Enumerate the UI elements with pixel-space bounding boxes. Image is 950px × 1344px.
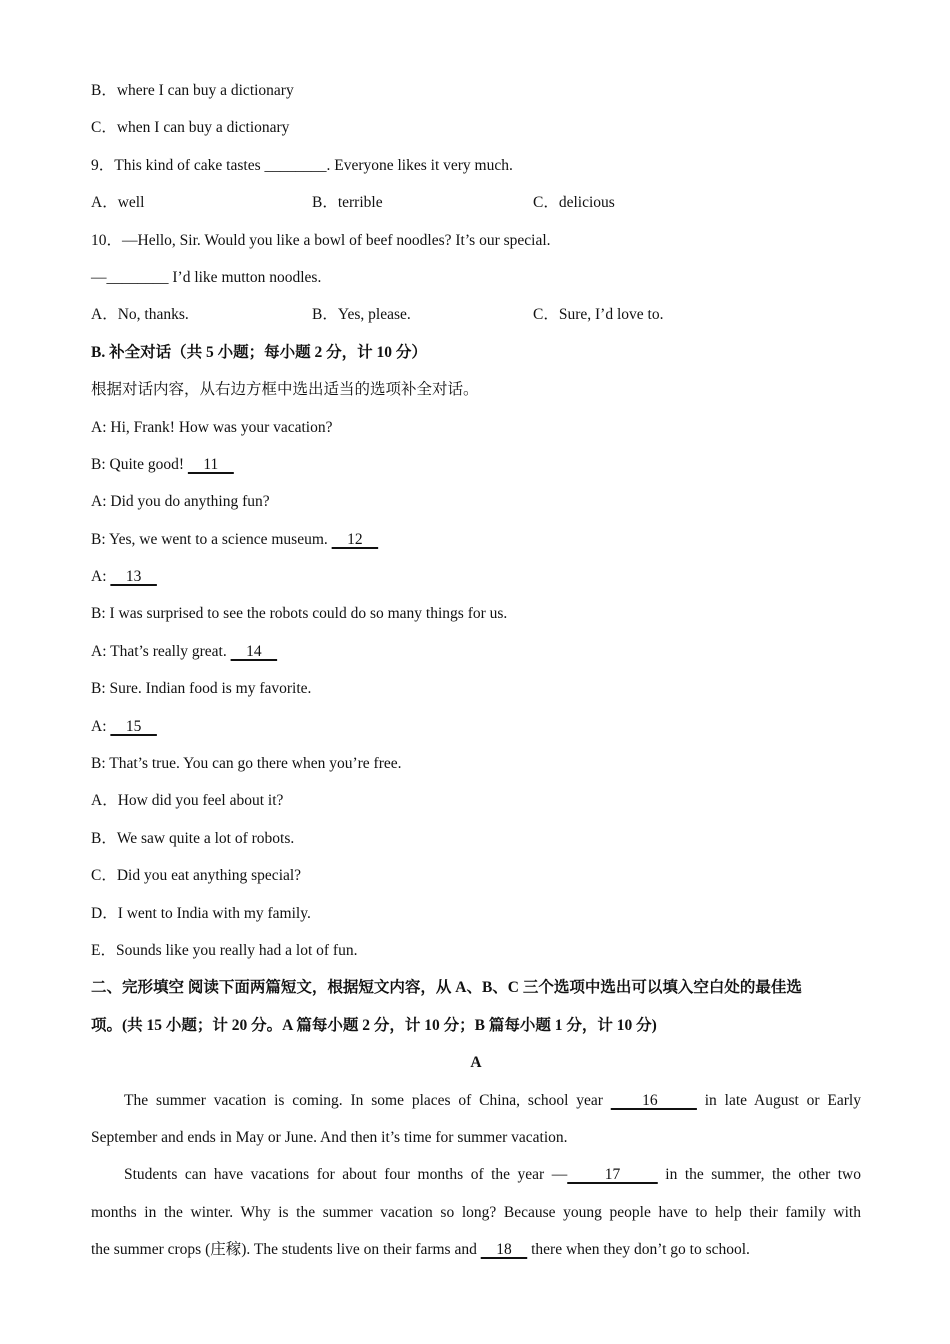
dialog-text: A: — [91, 568, 111, 586]
passage-line: months in the winter. Why is the summer vacation so long? Because young people have to help their family with — [91, 1203, 861, 1221]
passage-line: September and ends in May or June. And then it’s time for summer vacation. — [91, 1128, 568, 1146]
q10-option-b: B．Yes, please. — [312, 306, 411, 324]
dialog-line: B: I was surprised to see the robots could do so many things for us. — [91, 605, 508, 623]
passage-text: Students can have vacations for about four months of the year — — [124, 1166, 568, 1184]
section-2-heading-line1: 二、完形填空 阅读下面两篇短文，根据短文内容，从 A、B、C 三个选项中选出可以填入空白处的最佳选 — [91, 979, 802, 997]
passage-title: A — [470, 1054, 482, 1072]
dialog-text: B: Yes, we went to a science museum. — [91, 530, 332, 548]
answer-blank-11: 11 — [187, 455, 234, 473]
dialog-line — [91, 562, 861, 599]
dialog-option-a: A．How did you feel about it? — [91, 792, 284, 810]
dialog-option-b: B．We saw quite a lot of robots. — [91, 829, 295, 847]
answer-blank-16: 16 — [610, 1091, 697, 1109]
q10-option-a: A．No, thanks. — [91, 306, 189, 324]
passage-text: in late August or Early — [696, 1091, 861, 1109]
dialog-option-e: E．Sounds like you really had a lot of fun. — [91, 941, 358, 959]
section-b-heading: B. 补全对话（共 5 小题；每小题 2 分，计 10 分） — [91, 343, 427, 361]
section-2-heading-line2: 项。(共 15 小题；计 20 分。A 篇每小题 2 分，计 10 分；B 篇每小题 1 分，计 10 分) — [91, 1016, 657, 1034]
q10-option-c: C．Sure, I’d love to. — [533, 306, 664, 324]
dialog-text: B: Quite good! — [91, 455, 188, 473]
q9-option-c: C．delicious — [533, 194, 615, 212]
answer-blank-18: 18 — [480, 1241, 528, 1259]
q10-reply: —________ I’d like mutton noodles. — [91, 268, 322, 286]
answer-blank-12: 12 — [331, 530, 379, 548]
passage-text: The summer vacation is coming. In some places of China, school year — [124, 1091, 611, 1109]
q9-option-a: A．well — [91, 194, 145, 212]
passage-text: the summer crops (庄稼). The students live on their farms and — [91, 1241, 481, 1259]
dialog-line — [91, 525, 861, 562]
answer-blank-15: 15 — [110, 717, 157, 735]
passage-text: in the summer, the other two — [657, 1166, 861, 1184]
q8-option-c: C．when I can buy a dictionary — [91, 119, 290, 137]
dialog-line: B: That’s true. You can go there when you’re free. — [91, 755, 402, 773]
document-page — [91, 76, 861, 1273]
passage-text: there when they don’t go to school. — [527, 1241, 750, 1259]
q9-stem: 9．This kind of cake tastes ________. Everyone likes it very much. — [91, 156, 513, 174]
passage-line — [91, 1235, 861, 1272]
passage-line — [91, 1160, 861, 1197]
dialog-line — [91, 712, 861, 749]
q8-option-b: B．where I can buy a dictionary — [91, 82, 294, 99]
q9-options — [91, 188, 861, 225]
dialog-line: A: Did you do anything fun? — [91, 493, 270, 511]
answer-blank-17: 17 — [567, 1166, 658, 1184]
dialog-option-c: C．Did you eat anything special? — [91, 867, 302, 885]
passage-line — [91, 1086, 861, 1123]
dialog-line: A: Hi, Frank! How was your vacation? — [91, 418, 333, 436]
q9-option-b: B．terrible — [312, 194, 383, 212]
section-b-instruction: 根据对话内容，从右边方框中选出适当的选项补全对话。 — [91, 381, 479, 399]
dialog-text: A: That’s really great. — [91, 642, 231, 660]
answer-blank-14: 14 — [230, 642, 278, 660]
q10-stem: 10．—Hello, Sir. Would you like a bowl of beef noodles? It’s our special. — [91, 231, 551, 249]
q10-options — [91, 300, 861, 337]
dialog-line — [91, 637, 861, 674]
dialog-option-d: D．I went to India with my family. — [91, 904, 311, 922]
dialog-line — [91, 450, 861, 487]
answer-blank-13: 13 — [110, 568, 157, 586]
dialog-text: A: — [91, 717, 111, 735]
dialog-line: B: Sure. Indian food is my favorite. — [91, 680, 312, 698]
